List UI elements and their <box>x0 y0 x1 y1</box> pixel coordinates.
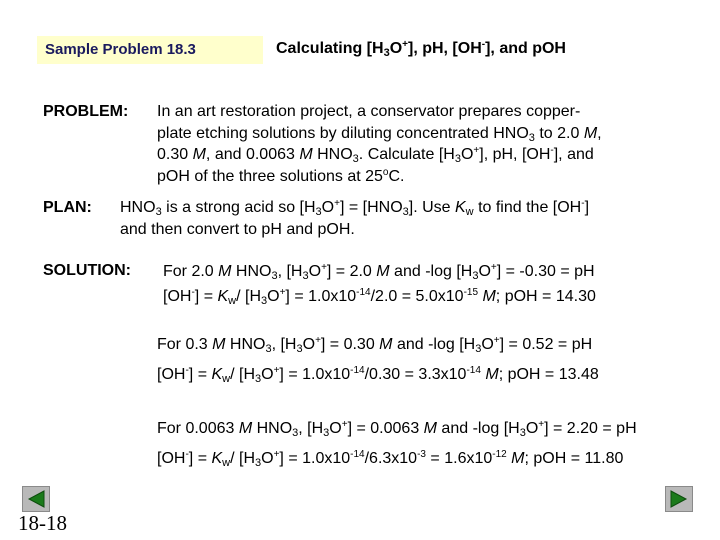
back-button[interactable] <box>22 486 50 512</box>
forward-arrow-icon <box>669 490 689 508</box>
problem-line: 0.30 M, and 0.0063 M $HNO_3$. Calculate $[H_3O^+]$, pH, [OH-], and <box>157 145 594 165</box>
sample-problem-label: Sample Problem 18.3 <box>45 41 196 58</box>
plan-line: and then convert to pH and pOH. <box>120 220 355 238</box>
problem-text <box>157 101 602 187</box>
forward-button[interactable] <box>665 486 693 512</box>
solution-line: For 2.0 M $HNO_3$, $[H_3O^+] = 2.0$ M and -log $[H_3O^+] = -0.30$ = pH <box>163 262 595 282</box>
solution-label: SOLUTION: <box>43 262 131 279</box>
problem-line: In an art restoration project, a conservator prepares copper- <box>157 103 581 120</box>
solution-step-2 <box>157 334 599 385</box>
solution-step-1 <box>163 261 596 307</box>
problem-label: PROBLEM: <box>43 103 129 120</box>
solution-line: For 0.0063 M $HNO_3$, $[H_3O^+] = 0.0063$ M and -log $[H_3O^+] = 2.20$ = pH <box>157 419 637 439</box>
problem-line: pOH of the three solutions at 25$^o$C. <box>157 166 405 185</box>
back-arrow-icon <box>26 490 46 508</box>
solution-line: $[OH^-] = K_w/$ $[H_3O^+] = 1.0x10^{-14}/0.30 = 3.3x10^{-14}$ M; pOH = 13.48 <box>157 364 599 385</box>
problem-line: plate etching solutions by diluting concentrated $HNO_3$ to 2.0 M, <box>157 124 602 144</box>
solution-line: For 0.3 M $HNO_3$, $[H_3O^+] = 0.30$ M and -log $[H_3O^+] = 0.52$ = pH <box>157 335 593 355</box>
plan-label: PLAN: <box>43 199 92 216</box>
plan-line: $HNO_3$ is a strong acid so $[H_3O^+] = [HNO_3]$. Use $K_w$ to find the [OH-] <box>120 198 590 218</box>
slide-number: 18-18 <box>18 511 67 535</box>
solution-step-3 <box>157 418 637 469</box>
plan-text <box>120 197 589 240</box>
solution-line: $[OH^-] = K_w/$ $[H_3O^+] = 1.0x10^{-14}/6.3x10^{-3} = 1.6x10^{-12}$ M; pOH = 11.80 <box>157 448 624 469</box>
page-title: Calculating $[H_3O^+]$, pH, [OH-], and pOH <box>276 39 566 59</box>
sample-problem-box <box>37 36 263 64</box>
solution-line: $[OH^-] = K_w/$ $[H_3O^+] = 1.0x10^{-14}/2.0 = 5.0x10^{-15}$ M; pOH = 14.30 <box>163 286 596 307</box>
